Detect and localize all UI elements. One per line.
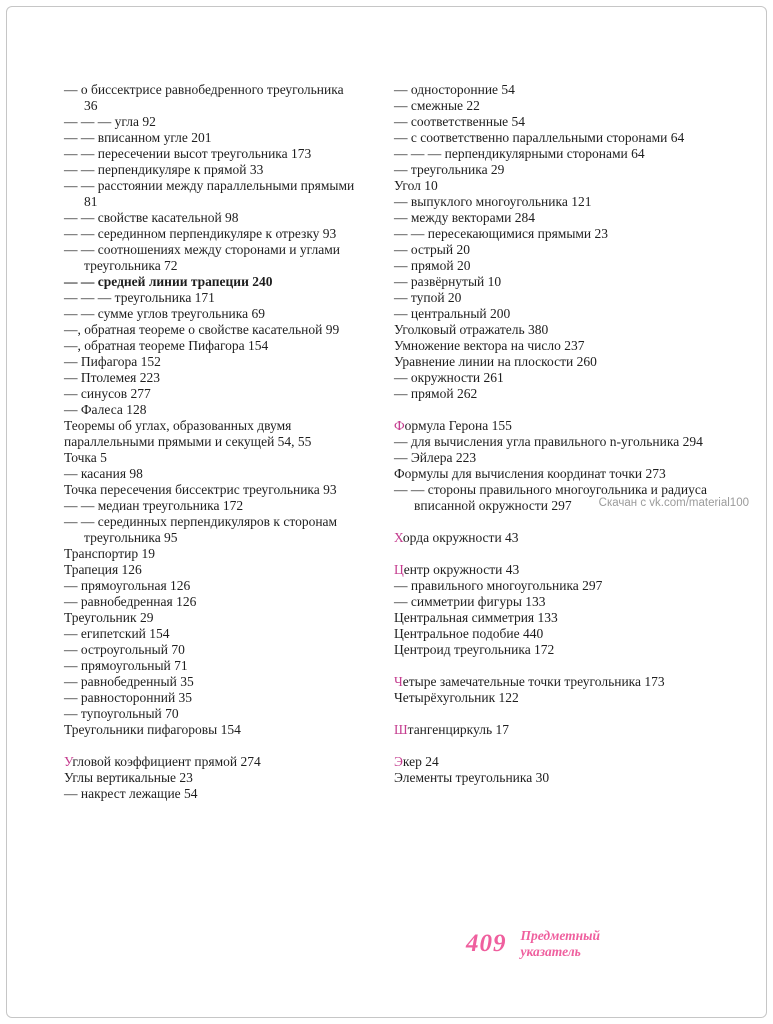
index-entry: — односторонние 54 (394, 82, 515, 97)
index-entry: — о биссектрисе равнобедренного треугольника 36 (64, 82, 344, 113)
index-entry: — с соответственно параллельными сторонами 64 (394, 130, 685, 145)
page-footer (466, 928, 600, 960)
index-entry: — Эйлера 223 (394, 450, 477, 465)
index-entry: — — стороны правильного многоугольника и радиуса вписанной окружности 297 (394, 482, 708, 513)
section-lead-letter: Ш (394, 722, 408, 737)
index-entry: — развёрнутый 10 (394, 274, 502, 289)
index-entry: — — сумме углов треугольника 69 (64, 306, 265, 321)
index-entry: Трапеция 126 (64, 562, 142, 577)
index-entry: Уравнение линии на плоскости 260 (394, 354, 597, 369)
footer-section-title-line1: Предметный (520, 928, 601, 943)
index-entry: — Птолемея 223 (64, 370, 161, 385)
index-entry: Треугольники пифагоровы 154 (64, 722, 241, 737)
index-entry: — — — угла 92 (64, 114, 156, 129)
index-entry: — остроугольный 70 (64, 642, 185, 657)
index-entry: — центральный 200 (394, 306, 511, 321)
index-entry: — прямой 262 (394, 386, 478, 401)
index-entry: — накрест лежащие 54 (64, 786, 198, 801)
index-entry: — выпуклого многоугольника 121 (394, 194, 592, 209)
index-entry: — — пересечении высот треугольника 173 (64, 146, 312, 161)
index-entry: — треугольника 29 (394, 162, 505, 177)
index-entry: Теоремы об углах, образованных двумя параллельными прямыми и секущей 54, 55 (64, 418, 312, 449)
index-entry: — равнобедренный 35 (64, 674, 194, 689)
footer-section-title-line2: указатель (520, 944, 581, 959)
index-entry: — прямоугольная 126 (64, 578, 191, 593)
index-entry: Треугольник 29 (64, 610, 154, 625)
index-entry: — — перпендикуляре к прямой 33 (64, 162, 264, 177)
index-column-left (64, 82, 360, 802)
index-entry: — правильного многоугольника 297 (394, 578, 603, 593)
index-entry: — прямоугольный 71 (64, 658, 188, 673)
index-entry: Элементы треугольника 30 (394, 770, 550, 785)
index-entry: — — свойстве касательной 98 (64, 210, 239, 225)
index-entry: Центр окружности 43 (394, 562, 520, 577)
index-entry: — соответственные 54 (394, 114, 526, 129)
index-entry: Четырёхугольник 122 (394, 690, 519, 705)
index-entry: — — серединном перпендикуляре к отрезку 93 (64, 226, 337, 241)
section-lead-letter: Х (394, 530, 403, 545)
section-lead-letter: Ф (394, 418, 405, 433)
section-lead-letter: Ц (394, 562, 404, 577)
index-entry: — острый 20 (394, 242, 470, 257)
index-entry: — равносторонний 35 (64, 690, 193, 705)
index-entry: Хорда окружности 43 (394, 530, 519, 545)
index-entry: — окружности 261 (394, 370, 504, 385)
index-column-right (394, 82, 710, 786)
index-entry: Транспортир 19 (64, 546, 155, 561)
index-entry: Центральная симметрия 133 (394, 610, 558, 625)
index-entry: Формулы для вычисления координат точки 273 (394, 466, 666, 481)
index-entry: Точка 5 (64, 450, 107, 465)
watermark-text: Скачан с vk.com/material100 (598, 497, 749, 509)
index-entry: — — — перпендикулярными сторонами 64 (394, 146, 645, 161)
index-entry: — симметрии фигуры 133 (394, 594, 546, 609)
index-entry: — Пифагора 152 (64, 354, 161, 369)
index-entry: Точка пересечения биссектрис треугольника 93 (64, 482, 337, 497)
index-entry: — — медиан треугольника 172 (64, 498, 244, 513)
index-entry: Штангенциркуль 17 (394, 722, 509, 737)
index-entry: — для вычисления угла правильного n-угольника 294 (394, 434, 703, 449)
index-entry: — Фалеса 128 (64, 402, 147, 417)
index-entry: Центроид треугольника 172 (394, 642, 555, 657)
index-entry: — — вписанном угле 201 (64, 130, 212, 145)
index-entry: — — средней линии трапеции 240 (64, 274, 273, 289)
index-entry: —, обратная теореме Пифагора 154 (64, 338, 269, 353)
index-entry: — между векторами 284 (394, 210, 536, 225)
index-entry: — синусов 277 (64, 386, 151, 401)
section-lead-letter: У (64, 754, 73, 769)
index-entry: Четыре замечательные точки треугольника 173 (394, 674, 665, 689)
index-entry: Угол 10 (394, 178, 438, 193)
index-entry: Умножение вектора на число 237 (394, 338, 585, 353)
index-entry: — тупой 20 (394, 290, 462, 305)
index-entry: —, обратная теореме о свойстве касательной 99 (64, 322, 340, 337)
section-lead-letter: Ч (394, 674, 403, 689)
index-entry: Центральное подобие 440 (394, 626, 544, 641)
footer-section-title (521, 928, 601, 960)
index-entry: Угловой коэффициент прямой 274 (64, 754, 261, 769)
index-entry: — равнобедренная 126 (64, 594, 197, 609)
page-number: 409 (466, 930, 507, 957)
index-entry: Экер 24 (394, 754, 439, 769)
index-entry: — тупоугольный 70 (64, 706, 179, 721)
index-entry: Уголковый отражатель 380 (394, 322, 549, 337)
index-entry: — — пересекающимися прямыми 23 (394, 226, 609, 241)
index-entry: — — серединных перпендикуляров к сторонам треугольника 95 (64, 514, 338, 545)
section-lead-letter: Э (394, 754, 403, 769)
index-entry: Углы вертикальные 23 (64, 770, 193, 785)
index-entry: — смежные 22 (394, 98, 480, 113)
index-entry: — — расстоянии между параллельными прямыми 81 (64, 178, 355, 209)
index-entry: — прямой 20 (394, 258, 471, 273)
index-entry: — египетский 154 (64, 626, 170, 641)
index-entry: — — — треугольника 171 (64, 290, 215, 305)
index-entry: — — соотношениях между сторонами и углами треугольника 72 (64, 242, 340, 273)
index-entry: — касания 98 (64, 466, 143, 481)
index-entry: Формула Герона 155 (394, 418, 512, 433)
